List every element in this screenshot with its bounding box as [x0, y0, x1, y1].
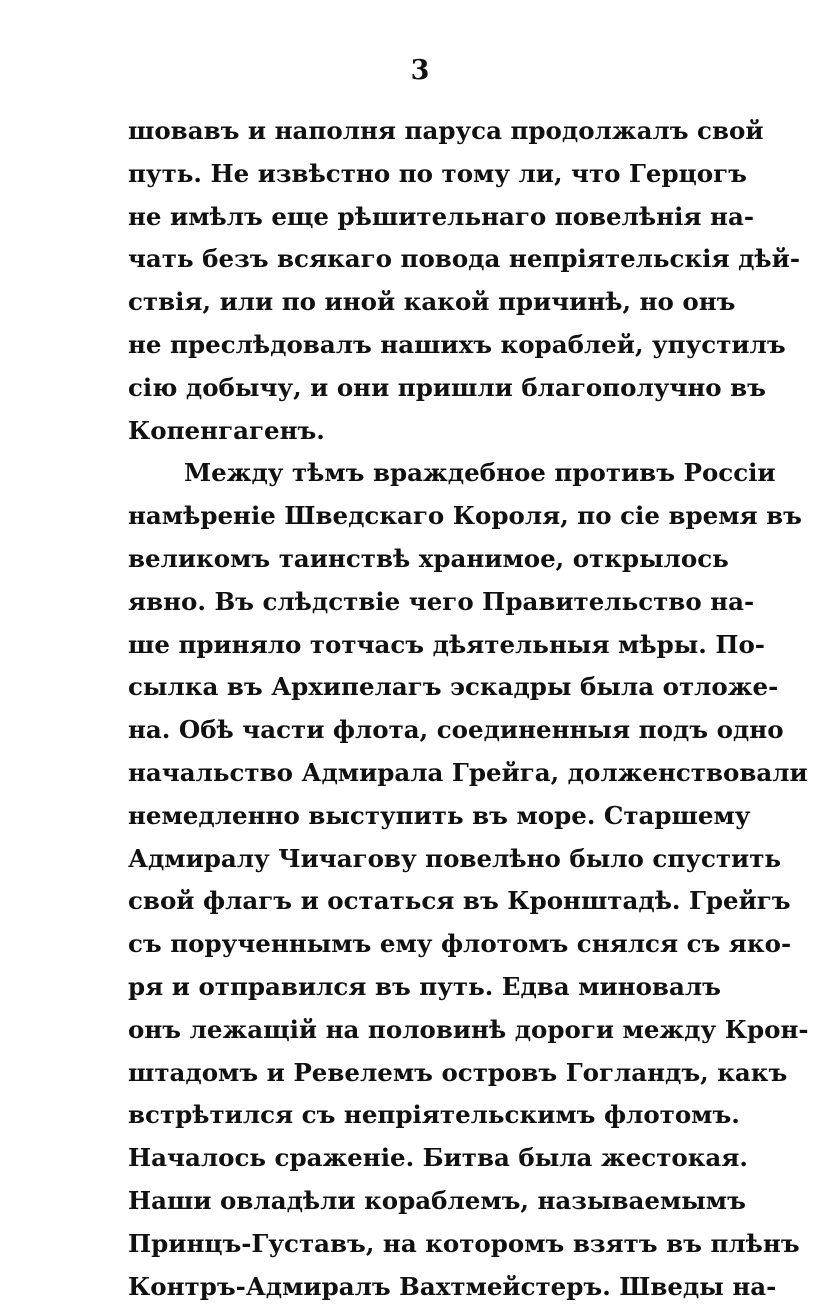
text-line: явно. Въ слѣдствіе чего Правительство на-	[128, 586, 755, 616]
text-line: на. Обѣ части флота, соединенныя подъ одно	[128, 715, 784, 745]
text-line: Принцъ-Густавъ, на которомъ взятъ въ плѣнъ	[128, 1228, 800, 1258]
text-line: ря и отправился въ путь. Едва миновалъ	[128, 971, 721, 1001]
body-text	[128, 110, 809, 1308]
text-line: не имѣлъ еще рѣшительнаго повелѣнія на-	[128, 201, 754, 231]
text-line: Между тѣмъ враждебное противъ Россіи	[184, 458, 776, 488]
text-line: свой флагъ и остаться въ Кронштадѣ. Грейгъ	[128, 886, 791, 916]
text-line: немедленно выступить въ море. Старшему	[128, 800, 751, 830]
text-line: сію добычу, и они пришли благополучно въ	[128, 372, 766, 402]
text-line: путь. Не извѣстно по тому ли, что Герцогъ	[128, 158, 747, 188]
text-line: сылка въ Архипелагъ эскадры была отложе-	[128, 672, 779, 702]
text-line: Наши овладѣли кораблемъ, называемымъ	[128, 1185, 746, 1215]
text-line: ше приняло тотчасъ дѣятельныя мѣры. По-	[128, 629, 765, 659]
text-line: не преслѣдовалъ нашихъ кораблей, упустилъ	[128, 329, 786, 359]
text-line: начальство Адмирала Грейга, долженствовали	[128, 757, 808, 787]
text-line: намѣреніе Шведскаго Короля, по сіе время въ	[128, 501, 802, 531]
text-line: Контръ-Адмиралъ Вахтмейстеръ. Шведы на-	[128, 1271, 777, 1301]
page-number: 3	[410, 55, 430, 86]
text-line: штадомъ и Ревелемъ островъ Гогландъ, какъ	[128, 1057, 788, 1087]
text-line: Началось сраженіе. Битва была жестокая.	[128, 1143, 748, 1173]
text-line: шовавъ и наполня паруса продолжалъ свой	[128, 116, 764, 145]
text-line: Копенгагенъ.	[128, 415, 325, 445]
text-line: чать безъ всякаго повода непріятельскія дѣй-	[128, 244, 801, 274]
text-line: Адмиралу Чичагову повелѣно было спустить	[128, 843, 782, 873]
text-line: съ порученнымъ ему флотомъ снялся съ яко-	[128, 929, 792, 959]
text-line: великомъ таинствѣ хранимое, открылось	[128, 543, 729, 573]
text-line: ствія, или по иной какой причинѣ, но онъ	[128, 287, 736, 317]
text-line: встрѣтился съ непріятельскимъ флотомъ.	[128, 1100, 740, 1130]
text-line: онъ лежащій на половинѣ дороги между Крон-	[128, 1014, 809, 1044]
